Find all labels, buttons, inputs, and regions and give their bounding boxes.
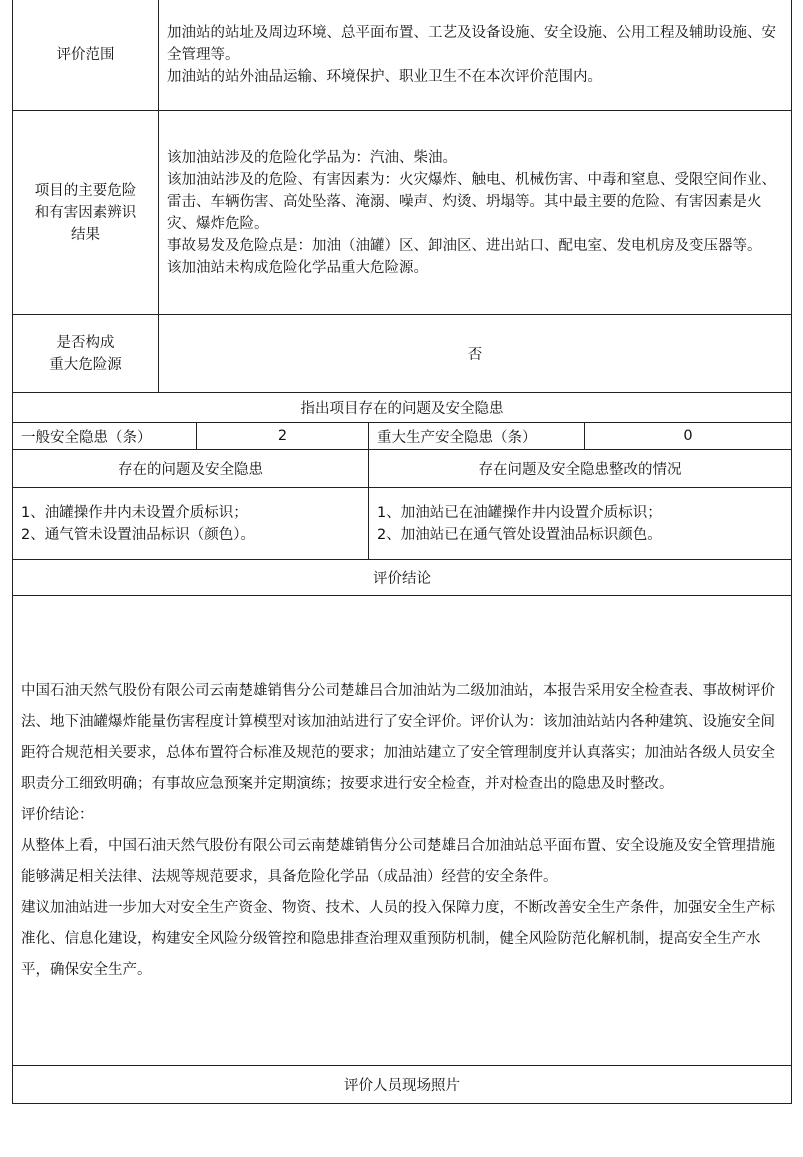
issues-header-row bbox=[13, 393, 792, 423]
conclusion-intro: 中国石油天然气股份有限公司云南楚雄销售分公司楚雄吕合加油站为二级加油站，本报告采用安全检查表、事故树评价法、地下油罐爆炸能量伤害程度计算模型对该加油站进行了安全评价。评价认为：该加油站站内各种建筑、设施安全间距符合规范相关要求，总体布置符合标准及规范的要求；加油站建立了安全管理制度并认真落实；加油站各级人员安全职责分工细致明确；有事故应急预案并定期演练；按要求进行安全检查，并对检查出的隐患及时整改。 bbox=[21, 682, 775, 792]
photos-header-row bbox=[13, 1066, 792, 1104]
scope-content bbox=[159, 0, 792, 111]
major-hazard-label bbox=[13, 315, 159, 393]
conclusion-paragraph: 建议加油站进一步加大对安全生产资金、物资、技术、人员的投入保障力度，不断改善安全生产条件，加强安全生产标准化、信息化建设，构建安全风险分级管控和隐患排查治理双重预防机制，健全风险防范化解机制，提高安全生产水平，确保安全生产。 bbox=[21, 899, 775, 978]
counts-row bbox=[13, 423, 792, 450]
hazards-line: 该加油站涉及的危险化学品为：汽油、柴油。 bbox=[167, 149, 457, 166]
major-hazard-row bbox=[13, 315, 792, 393]
scope-line: 加油站的站址及周边环境、总平面布置、工艺及设备设施、安全设施、公用工程及辅助设施、安全管理等。 bbox=[167, 24, 776, 63]
rectification-item: 2、加油站已在通气管处设置油品标识颜色。 bbox=[377, 526, 662, 543]
hazards-line: 事故易发及危险点是：加油（油罐）区、卸油区、进出站口、配电室、发电机房及变压器等。 bbox=[167, 237, 762, 254]
hazards-row bbox=[13, 111, 792, 315]
hazards-label-line: 和有害因素辨识 bbox=[34, 204, 137, 221]
conclusion-header: 评价结论 bbox=[13, 560, 792, 596]
conclusion-paragraph: 从整体上看，中国石油天然气股份有限公司云南楚雄销售分公司楚雄吕合加油站总平面布置、安全设施及安全管理措施能够满足相关法律、法规等规范要求，具备危险化学品（成品油）经营的安全条件。 bbox=[21, 837, 775, 885]
hazards-line: 该加油站涉及的危险、有害因素为：火灾爆炸、触电、机械伤害、中毒和窒息、受限空间作业、雷击、车辆伤害、高处坠落、淹溺、噪声、灼烫、坍塌等。其中最主要的危险、有害因素是火灾、爆炸危险。 bbox=[167, 171, 776, 232]
hazards-line: 该加油站未构成危险化学品重大危险源。 bbox=[167, 259, 428, 276]
major-hazard-label-line: 是否构成 bbox=[56, 334, 115, 351]
general-hazard-count: 2 bbox=[197, 423, 369, 450]
hazards-content bbox=[159, 111, 792, 315]
scope-line: 加油站的站外油品运输、环境保护、职业卫生不在本次评价范围内。 bbox=[167, 68, 602, 85]
issues-list bbox=[13, 488, 369, 560]
issue-item: 1、油罐操作井内未设置介质标识； bbox=[21, 504, 248, 521]
conclusion-body bbox=[13, 596, 792, 1066]
conclusion-subhead: 评价结论： bbox=[21, 806, 94, 823]
hazards-label bbox=[13, 111, 159, 315]
scope-row bbox=[13, 0, 792, 111]
issues-list-row bbox=[13, 488, 792, 560]
issues-header: 指出项目存在的问题及安全隐患 bbox=[13, 393, 792, 423]
issue-item: 2、通气管未设置油品标识（颜色）。 bbox=[21, 526, 255, 543]
major-hazard-count: 0 bbox=[585, 423, 792, 450]
conclusion-header-row bbox=[13, 560, 792, 596]
general-hazard-label: 一般安全隐患（条） bbox=[13, 423, 197, 450]
conclusion-body-row bbox=[13, 596, 792, 1066]
rectification-item: 1、加油站已在油罐操作井内设置介质标识； bbox=[377, 504, 662, 521]
scope-label: 评价范围 bbox=[13, 0, 159, 111]
major-hazard-count-label: 重大生产安全隐患（条） bbox=[369, 423, 585, 450]
rectification-list bbox=[369, 488, 792, 560]
major-hazard-value: 否 bbox=[159, 315, 792, 393]
major-hazard-label-line: 重大危险源 bbox=[49, 356, 122, 373]
hazards-label-line: 结果 bbox=[71, 226, 100, 243]
photos-header: 评价人员现场照片 bbox=[13, 1066, 792, 1104]
hazards-label-line: 项目的主要危险 bbox=[34, 182, 137, 199]
evaluation-table bbox=[12, 0, 792, 1104]
issues-columns-row bbox=[13, 450, 792, 488]
issues-column-header: 存在的问题及安全隐患 bbox=[13, 450, 369, 488]
rectification-column-header: 存在问题及安全隐患整改的情况 bbox=[369, 450, 792, 488]
